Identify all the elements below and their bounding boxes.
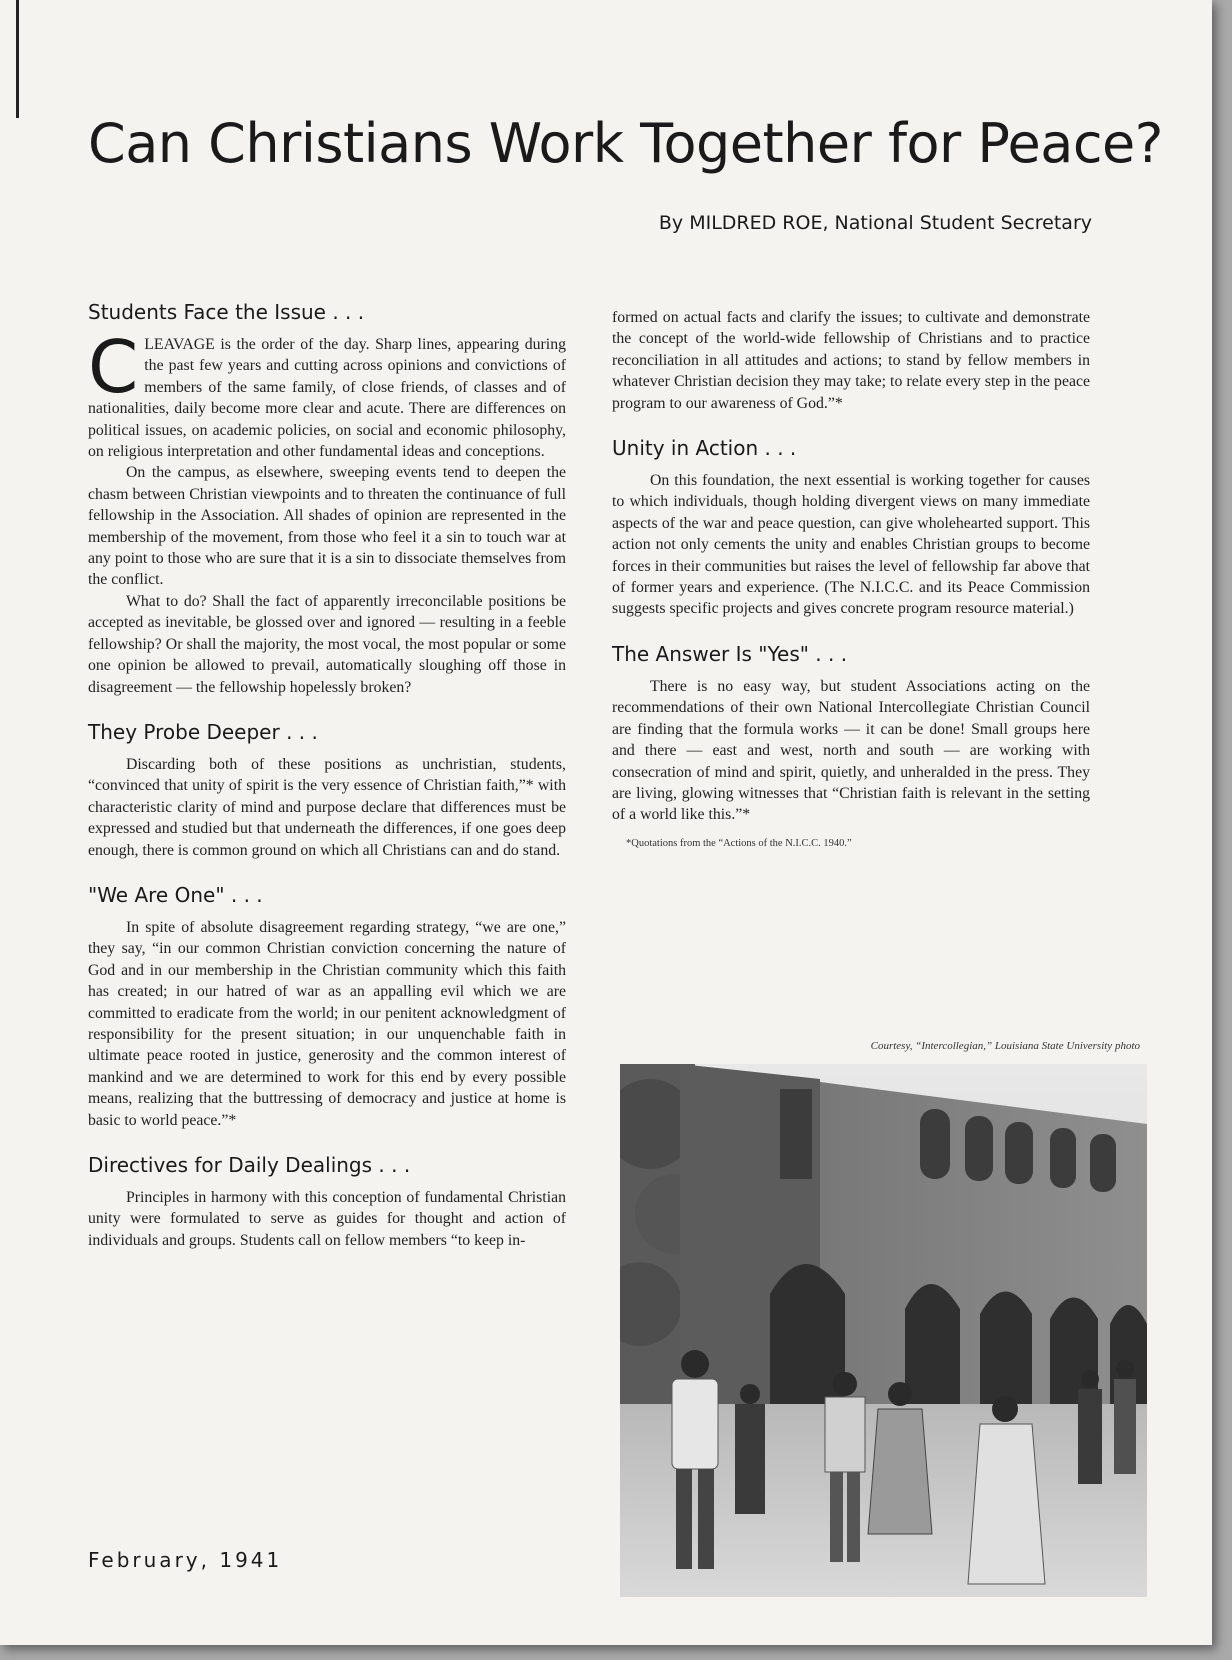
right-column [612,307,1090,849]
section-heading-probe-deeper: They Probe Deeper . . . [88,719,318,744]
section-paragraph: Principles in harmony with this conception of fundamental Christian unity were formulated to serve as guides for thought and action of individuals and groups. Students call on fellow members “to keep in- [88,1189,566,1249]
section-paragraph: Discarding both of these positions as unchristian, students, “convinced that unity of spirit is the very essence of Christian faith,”* with characteristic clarity of mind and purpose declare that differences must be expressed and studied but that underneath the differences, if one goes deep enough, there is common ground on which all Christians can and do stand. [88,755,566,859]
photo-credit: Courtesy, “Intercollegian,” Louisiana State University photo [870,1040,1140,1052]
page-footer-date: February, 1941 [88,1548,283,1572]
left-column [88,300,566,1251]
section-heading-directives: Directives for Daily Dealings . . . [88,1153,411,1177]
section-paragraph: What to do? Shall the fact of apparently irreconcilable positions be accepted as inevitable, be glossed over and ignored — resulting in a feeble fellowship? Or shall the majority, the most vocal, the most popular or some one opinion be allowed to prevail, automatically sloughing off those in disagreement — the fellowship hopelessly broken? [88,592,566,696]
drop-cap: C [88,325,139,409]
section-paragraph: On the campus, as elsewhere, sweeping events tend to deepen the chasm between Christian viewpoints and to threaten the continuance of full fellowship in the Association. All shades of opinion are represented in the membership of the movement, from those who feel it a sin to touch war at any point to those who are sure that it is a sin to dissociate themselves from the conflict. [88,464,566,589]
section-heading-students-face: Students Face the Issue . . . [88,300,365,324]
section-paragraph-continued: formed on actual facts and clarify the issues; to cultivate and demonstrate the concept of the world-wide fellowship of Christians and to practice reconciliation in all attitudes and actions; to stand by fellow members in whatever Christian decision they may take; to relate every step in the peace program to our awareness of God.”* [612,309,1090,412]
section-paragraph: In spite of absolute disagreement regarding strategy, “we are one,” they say, “in our common Christian conviction concerning the nature of God and in our membership in the Christian community which this faith has created; in our hatred of war as an appalling evil which we are committed to eradicate from the world; in our penitent acknowledgment of responsibility for the present situation; in our unquenchable faith in ultimate peace rooted in justice, generosity and the common interest of mankind and we are determined to work for this end by every possible means, realizing that the buttressing of democracy and justice at home is basic to world peace.”* [88,918,566,1129]
section-paragraph [88,325,566,462]
byline: By MILDRED ROE, National Student Secretary [658,212,1092,234]
section-heading-we-are-one: "We Are One" . . . [88,882,263,907]
binding-edge [16,0,19,118]
campus-photo [620,1064,1147,1597]
paragraph-text: LEAVAGE is the order of the day. Sharp lines, appearing during the past few years and cutting across opinions and convictions of members of the same family, of close friends, of classes and of nationalities, daily become more clear and acute. There are differences on political issues, on academic policies, on social and economic philosophy, on religious interpretation and other fundamental ideas and conceptions. [88,336,566,461]
section-paragraph: On this foundation, the next essential is working together for causes to which individuals, though holding divergent views on many immediate aspects of the war and peace question, can give wholehearted support. This action not only cements the unity and enables Christian groups to become forces in their communities but raises the level of fellowship far above that of former years and experience. (The N.I.C.C. and its Peace Commission suggests specific projects and gives concrete program resource material.) [612,472,1090,618]
campus-photo-illustration [620,1064,1147,1597]
footnote: *Quotations from the “Actions of the N.I.C.C. 1940.” [626,837,852,849]
article-title: Can Christians Work Together for Peace? [88,112,1163,175]
section-heading-unity-in-action: Unity in Action . . . [612,436,797,461]
section-heading-answer-yes: The Answer Is "Yes" . . . [612,641,848,666]
section-paragraph: There is no easy way, but student Associations acting on the recommendations of their own National Intercollegiate Christian Council are finding that the formula works — it can be done! Small groups here and there — east and west, north and south — are working with consecration of mind and spirit, quietly, and unheralded in the press. They are living, glowing witnesses that “Christian faith is relevant in the setting of a world like this.”* [612,677,1090,824]
